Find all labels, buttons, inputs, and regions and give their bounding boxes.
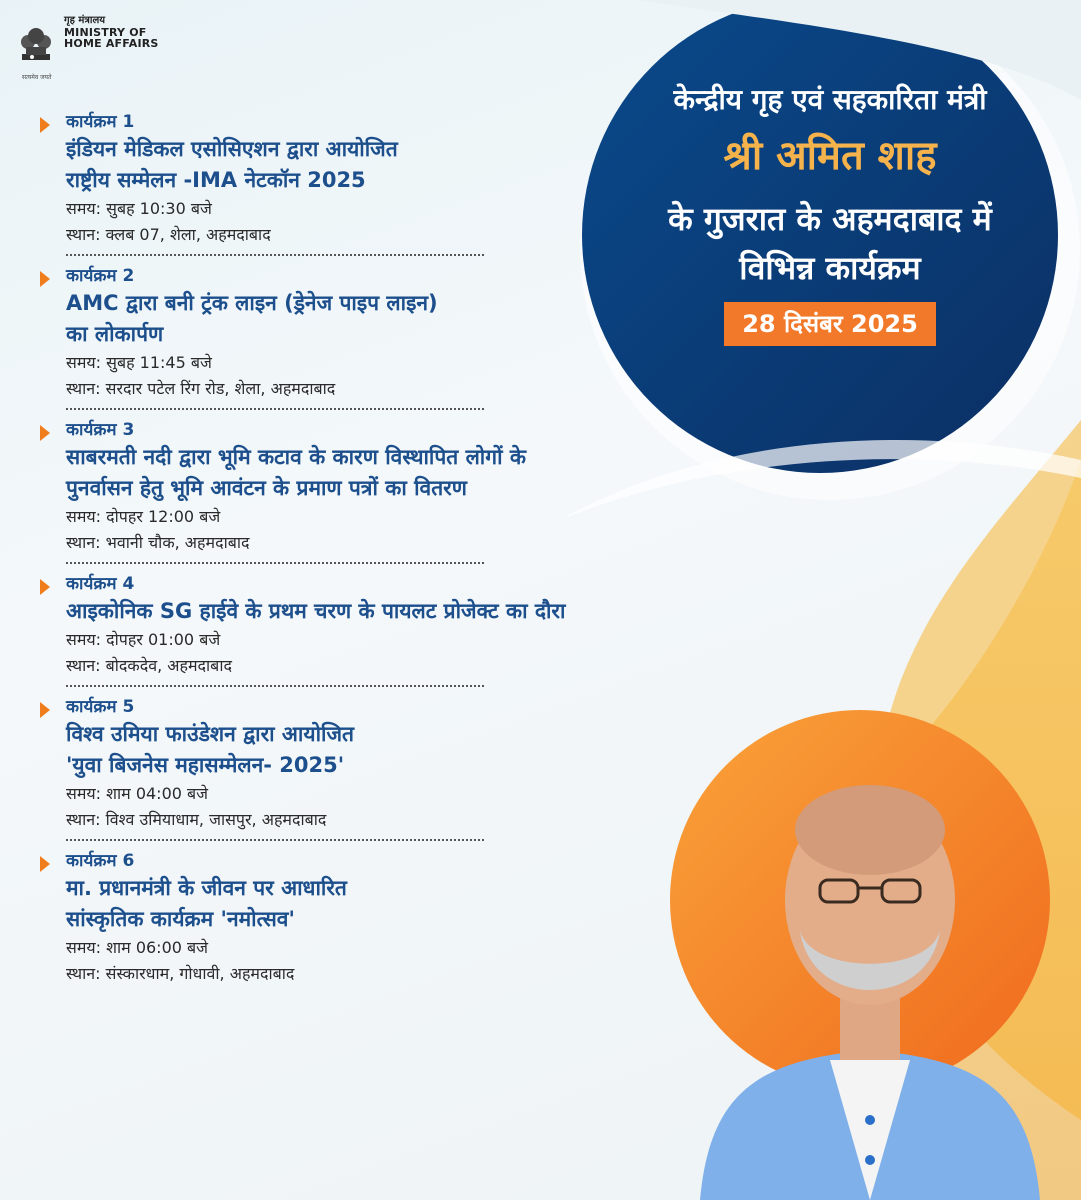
headline-programs: विभिन्न कार्यक्रम: [739, 249, 921, 287]
event-time: समय: शाम 04:00 बजे: [66, 784, 209, 803]
event-time: समय: दोपहर 12:00 बजे: [66, 507, 221, 526]
event-place: स्थान: सरदार पटेल रिंग रोड, शेला, अहमदाबाद: [66, 379, 336, 398]
event-label: कार्यक्रम 3: [66, 420, 135, 440]
event-4: [40, 572, 700, 679]
event-place: स्थान: विश्व उमियाधाम, जासपुर, अहमदाबाद: [66, 810, 327, 829]
logo-english-1: MINISTRY OF: [64, 25, 147, 39]
event-title: इंडियन मेडिकल एसोसिएशन द्वारा आयोजित: [66, 137, 398, 161]
event-label: कार्यक्रम 6: [66, 851, 135, 871]
event-title: आइकोनिक SG हाईवे के प्रथम चरण के पायलट प्रोजेक्ट का दौरा: [66, 599, 566, 623]
arrow-icon: [40, 702, 50, 718]
event-place: स्थान: बोदकदेव, अहमदाबाद: [66, 656, 232, 675]
event-6: [40, 849, 700, 987]
headline-designation: केन्द्रीय गृह एवं सहकारिता मंत्री: [673, 83, 987, 116]
event-title: का लोकार्पण: [66, 322, 164, 346]
divider: [66, 685, 484, 687]
logo-motto: सत्यमेव जयते: [22, 74, 52, 81]
event-place: स्थान: भवानी चौक, अहमदाबाद: [66, 533, 250, 552]
portrait-image: [680, 760, 1060, 1200]
ministry-logo: [16, 14, 159, 72]
event-list: [40, 110, 700, 987]
event-label: कार्यक्रम 1: [66, 112, 135, 132]
divider: [66, 839, 484, 841]
event-time: समय: शाम 06:00 बजे: [66, 938, 209, 957]
headline-block: [610, 80, 1050, 346]
event-time: समय: सुबह 10:30 बजे: [66, 199, 212, 218]
event-place: स्थान: क्लब 07, शेला, अहमदाबाद: [66, 225, 271, 244]
divider: [66, 254, 484, 256]
event-title: साबरमती नदी द्वारा भूमि कटाव के कारण विस्थापित लोगों के: [66, 445, 526, 469]
event-time: समय: दोपहर 01:00 बजे: [66, 630, 221, 649]
arrow-icon: [40, 856, 50, 872]
event-place: स्थान: संस्कारधाम, गोधावी, अहमदाबाद: [66, 964, 295, 983]
event-title: विश्व उमिया फाउंडेशन द्वारा आयोजित: [66, 722, 355, 746]
event-label: कार्यक्रम 2: [66, 266, 135, 286]
arrow-icon: [40, 579, 50, 595]
date-badge: 28 दिसंबर 2025: [724, 302, 936, 346]
event-title: मा. प्रधानमंत्री के जीवन पर आधारित: [66, 876, 347, 900]
event-time: समय: सुबह 11:45 बजे: [66, 353, 212, 372]
event-3: [40, 418, 700, 556]
event-title: सांस्कृतिक कार्यक्रम 'नमोत्सव': [66, 907, 295, 931]
arrow-icon: [40, 117, 50, 133]
logo-hindi: गृह मंत्रालय: [64, 15, 106, 26]
event-title: पुनर्वासन हेतु भूमि आवंटन के प्रमाण पत्रों का वितरण: [66, 476, 467, 500]
divider: [66, 562, 484, 564]
event-2: [40, 264, 700, 402]
event-title: AMC द्वारा बनी ट्रंक लाइन (ड्रेनेज पाइप लाइन): [66, 291, 438, 315]
divider: [66, 408, 484, 410]
arrow-icon: [40, 425, 50, 441]
event-5: [40, 695, 700, 833]
logo-english-2: HOME AFFAIRS: [64, 37, 159, 51]
headline-name: श्री अमित शाह: [723, 133, 937, 179]
event-label: कार्यक्रम 5: [66, 697, 135, 717]
event-title: 'युवा बिजनेस महासम्मेलन- 2025': [66, 753, 345, 777]
arrow-icon: [40, 271, 50, 287]
event-label: कार्यक्रम 4: [66, 574, 135, 594]
event-1: [40, 110, 700, 248]
event-title: राष्ट्रीय सम्मेलन -IMA नेटकॉन 2025: [66, 168, 366, 192]
headline-location: के गुजरात के अहमदाबाद में: [668, 200, 992, 238]
national-emblem-icon: [16, 14, 56, 72]
